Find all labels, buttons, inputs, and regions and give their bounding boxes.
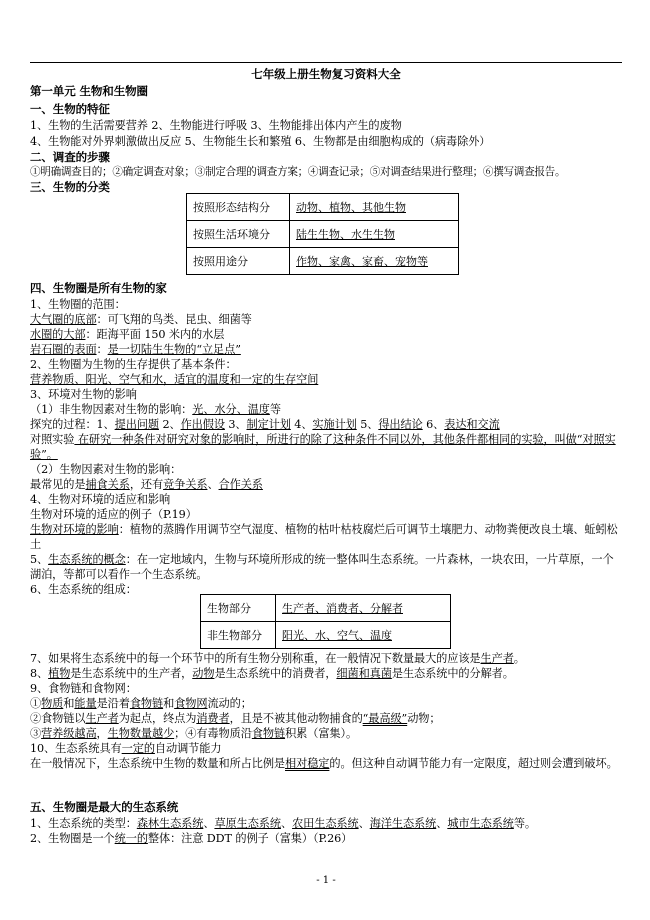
text-span: 的。但这种自动调节能力有一定限度，超过则会遭到破坏。 [329,757,618,770]
term: 是一切陆生生物的“立足点” [107,343,241,356]
term: 海洋生态系统 [369,817,437,830]
section-heading-2: 二、调查的步骤 [30,150,110,164]
ecosystem-composition-table [200,594,451,649]
term: 捕食关系 [85,478,130,491]
term: 岩石圈的表面 [30,343,97,356]
text-line [30,816,622,831]
text-span: ；④有毒物质沿 [174,727,252,740]
text-line [30,726,622,741]
text-span: 4、 [290,418,313,431]
text-paragraph [30,522,622,552]
text-span: ， [96,727,108,740]
term: 农田生态系统 [292,817,359,830]
header-rule [30,62,622,63]
table-cell-value: 动物、植物、其他生物 [290,194,459,221]
term: 食物网 [174,697,208,710]
section-heading-1: 一、生物的特征 [30,102,110,116]
term: 相对稳定 [285,757,330,770]
term: 细菌和真菌 [336,667,392,680]
text-line: （2）生物因素对生物的影响： [30,463,182,476]
text-span: 5、 [30,553,49,566]
text-paragraph [30,756,622,771]
text-span: 8、 [30,667,49,680]
text-line [30,417,622,432]
text-span: 等 [269,403,281,416]
term: 生态系统的概念 [48,553,126,566]
unit-heading: 第一单元 生物和生物圈 [30,84,148,98]
text-line [30,327,622,342]
term: 大气圈的底部 [30,313,97,326]
text-span: ：距海平面 150 米内的水层 [85,328,225,341]
text-span: 是生态系统中的生产者， [70,667,193,680]
text-span: ：可飞翔的鸟类、昆虫、细菌等 [96,313,252,326]
text-span: 和 [163,697,175,710]
term: 森林生态系统 [136,817,204,830]
text-span: 对照实验 [30,433,75,446]
term: 光、水分、温度 [192,403,270,416]
term: 得出结论 [378,418,423,431]
text-span: 6、 [422,418,445,431]
text-line [30,696,622,711]
term: 生产者 [85,712,119,725]
term: 植物 [48,667,71,680]
text-span: 动物； [407,712,441,725]
term: 动物 [192,667,215,680]
text-span: 为起点，终点为 [118,712,197,725]
text-span: 是生态系统中的分解者。 [391,667,514,680]
text-span: ，且是不被其他动物捕食的 [229,712,363,725]
term: 营养级越高 [41,727,97,740]
text-line [30,342,622,357]
text-span: 是沿着 [96,697,130,710]
text-span: 2、 [159,418,181,431]
text-span: 流动的； [207,697,252,710]
text-span: 、 [280,817,293,830]
text-line [30,741,622,756]
page-title: 七年级上册生物复习资料大全 [251,67,401,81]
text-line: 1、生物的生活需要营养 2、生物能进行呼吸 3、生物能排出体内产生的废物 [30,119,402,132]
text-span: 整体：注意 DDT 的例子（富集）（P.26） [147,832,353,845]
text-span: 是生态系统中的消费者， [214,667,337,680]
text-span: 、 [436,817,448,830]
table-cell-key: 按照形态结构分 [187,194,290,221]
term: 水圈的大部 [30,328,86,341]
section-heading-5: 五、生物圈是最大的生态系统 [30,800,179,814]
text-line [30,666,622,681]
text-span: 7、如果将生态系统中的每一个环节中的所有生物分别称重，在一般情况下数量最大的应该是 [30,652,481,665]
text-paragraph [30,552,622,582]
term: 能量 [74,697,97,710]
text-line [30,402,622,417]
term: 食物链 [251,727,286,740]
text-span: 最常见的是 [30,478,86,491]
text-span: 、 [358,817,370,830]
table-row [187,194,459,221]
text-line: 9、食物链和食物网： [30,682,137,695]
classification-table [186,193,459,275]
text-span: （1）非生物因素对生物的影响： [30,403,193,416]
term: 城市生态系统 [447,817,514,830]
text-line: 1、生物圈的范围： [30,298,126,311]
text-span: 。 [513,652,525,665]
text-span: 积累（富集）。 [285,727,358,740]
term: 表达和交流 [444,418,500,431]
text-span: 在一般情况下，生态系统中生物的数量和所占比例是 [30,757,286,770]
term: 竞争关系 [163,478,208,491]
text-span: ，还有 [129,478,164,491]
table-cell-value: 陆生生物、水生生物 [290,221,459,248]
table-cell-value: 生产者、消费者、分解者 [276,595,451,622]
term: 草原生态系统 [214,817,281,830]
text-line: 2、生物圈为生物的生存提供了基本条件： [30,358,237,371]
text-line: ①明确调查目的；②确定调查对象；③制定合理的调查方案；④调查记录；⑤对调查结果进行整理；⑥撰写调查报告。 [30,166,566,178]
text-paragraph [30,432,622,462]
text-line [30,312,622,327]
text-line [30,477,622,492]
term: 生产者 [480,652,514,665]
text-span: 探究的过程：1、 [30,418,115,431]
term: 一定的 [121,742,155,755]
text-span: 5、 [356,418,379,431]
text-span: 自动调节能力 [154,742,222,755]
text-span: 、 [207,478,219,491]
term: 制定计划 [246,418,291,431]
text-line: 营养物质、阳光、空气和水，适宜的温度和一定的生存空间 [30,373,319,386]
text-line: 4、生物能对外界刺激做出反应 5、生物能生长和繁殖 6、生物都是由细胞构成的（病毒除外） [30,135,491,148]
term: 统一的 [114,832,148,845]
table-cell-key: 按照用途分 [187,248,290,275]
text-span: ： [96,343,108,356]
text-line: 生物对环境的适应的例子（P.19） [30,508,197,521]
term: “最高级” [362,712,408,725]
text-span: ① [30,697,42,710]
text-line [30,711,622,726]
term: 作出假设 [180,418,225,431]
table-row [187,221,459,248]
text-span: 10、生态系统具有 [30,742,122,755]
text-line: 6、生态系统的组成： [30,583,137,596]
table-cell-key: 生物部分 [201,595,276,622]
table-cell-key: 非生物部分 [201,622,276,649]
text-span: 3、 [224,418,247,431]
table-cell-value: 作物、家禽、家畜、宠物等 [290,248,459,275]
term: 实施计划 [312,418,357,431]
text-line [30,651,622,666]
text-span: ③ [30,727,42,740]
term: 消费者 [196,712,230,725]
term: 合作关系 [218,478,263,491]
term: 物质 [41,697,64,710]
text-span: 2、生物圈是一个 [30,832,115,845]
table-cell-value: 阳光、水、空气、温度 [276,622,451,649]
text-span: ：植物的蒸腾作用调节空气湿度、植物的枯叶枯枝腐烂后可调节土壤肥力、动物粪便改良土壤、蚯蚓松土 [30,523,618,551]
section-heading-3: 三、生物的分类 [30,180,110,194]
text-line: 3、环境对生物的影响 [30,388,137,401]
text-span: 、 [203,817,215,830]
term: 生物数量越少 [107,727,175,740]
term: 食物链 [129,697,164,710]
text-line: 4、生物对环境的适应和影响 [30,493,171,506]
text-span: 和 [63,697,75,710]
text-span: ：在一定地域内，生物与环境所形成的统一整体叫生态系统。一片森林，一块农田，一片草原，一个湖泊，等都可以看作一个生态系统。 [30,553,614,581]
text-line [30,831,622,846]
text-span: 1、生态系统的类型： [30,817,137,830]
term: 在研究一种条件对研究对象的影响时，所进行的除了这种条件不同以外，其他条件都相同的实验，叫做“对照实验”。 [30,433,616,461]
term: 提出问题 [114,418,159,431]
term: 生物对环境的影响 [30,523,119,536]
table-row [201,622,451,649]
page-number: - 1 - [316,875,336,886]
table-row [187,248,459,275]
table-row [201,595,451,622]
section-heading-4: 四、生物圈是所有生物的家 [30,281,167,295]
table-cell-key: 按照生活环境分 [187,221,290,248]
text-span: ②食物链以 [30,712,86,725]
text-span: 等。 [513,817,537,830]
